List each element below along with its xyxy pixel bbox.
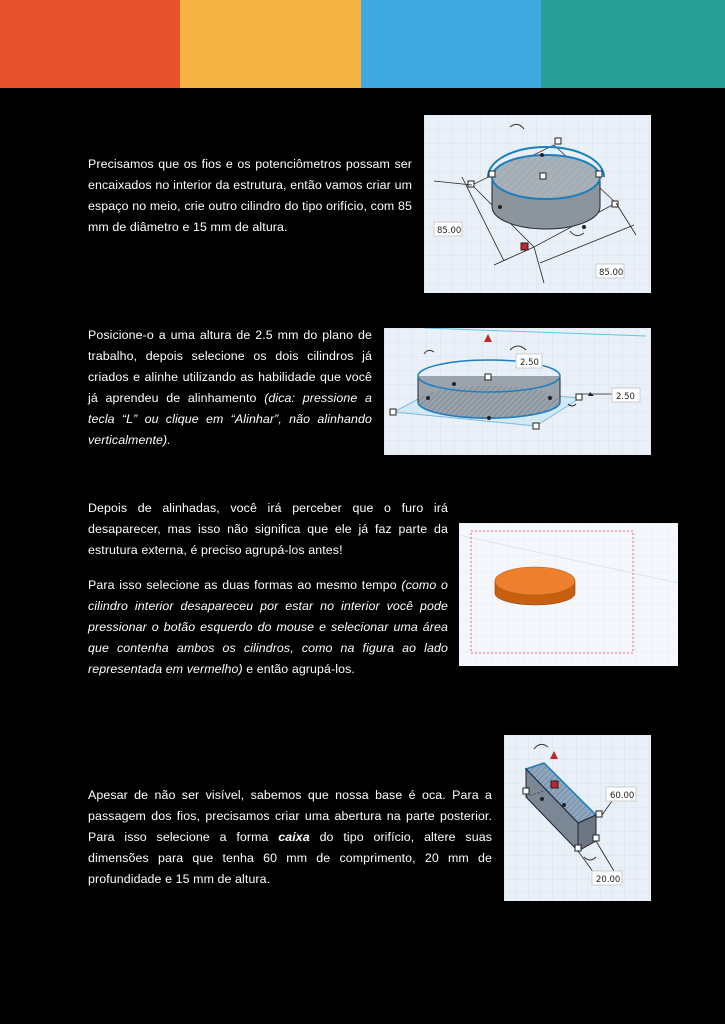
section2-hint: (dica: pressione a tecla “L” ou clique em “Alinhar”, não alinhando verticalmente).	[88, 391, 372, 447]
orange-cylinder	[495, 567, 575, 595]
section4-text-b: do tipo orifício, altere suas dimensões para que tenha 60 mm de comprimento, 20 mm de profundidade e 15 mm de altura.	[88, 830, 493, 886]
figure-box-hole	[504, 735, 651, 901]
header-stripe-blue	[361, 0, 541, 88]
figure-align-cylinders	[384, 328, 651, 455]
section2-text: Posicione-o a uma altura de 2.5 mm do plano de trabalho, depois selecione os dois cilindros já criados e alinhe utilizando as habilidade que você já aprendeu de alinhamento	[88, 328, 372, 405]
section2-paragraph	[88, 325, 372, 451]
section4-text-a: Apesar de não ser visível, sabemos que nossa base é oca. Para a passagem dos fios, precisamos criar uma abertura na parte posterior. Para isso selecione a forma	[88, 788, 492, 844]
dim-height-right: 2.50	[616, 392, 635, 402]
section4-caixa: caixa	[278, 830, 310, 844]
dim-85-left: 85.00	[437, 226, 462, 236]
section3-paragraph1	[88, 498, 448, 561]
dim-height-top: 2.50	[520, 358, 539, 368]
header-stripe-orange	[0, 0, 180, 88]
align-cylinders-illustration	[384, 328, 651, 455]
header-stripe-teal	[541, 0, 725, 88]
figure-hole-cylinder	[424, 115, 651, 293]
selection-area-illustration	[459, 523, 678, 666]
figure-selection-area	[459, 523, 678, 666]
section3-paragraph2	[88, 575, 448, 680]
section3-text1: Depois de alinhadas, você irá perceber que o furo irá desaparecer, mas isso não significa que ele já faz parte da estrutura externa, é preciso agrupá-los antes!	[88, 501, 448, 557]
section3-text2-end: e então agrupá-los.	[242, 662, 355, 676]
header-stripe-yellow	[180, 0, 361, 88]
hole-cylinder-illustration	[424, 115, 651, 293]
dim-depth-20: 20.00	[596, 875, 621, 885]
dim-length-60: 60.00	[610, 791, 635, 801]
section3-hint: (como o cilindro interior desapareceu por estar no interior você pode pressionar o botão esquerdo do mouse e selecionar uma área que contenha ambos os cilindros, como na figura ao lado representada em vermelho)	[88, 578, 448, 676]
section1-text: Precisamos que os fios e os potenciômetros possam ser encaixados no interior da estrutura, então vamos criar um espaço no meio, crie outro cilindro do tipo orifício, com 85 mm de diâmetro e 15 mm de altura.	[88, 157, 412, 234]
section3-text2: Para isso selecione as duas formas ao mesmo tempo	[88, 578, 402, 592]
section1-paragraph	[88, 154, 412, 238]
section4-paragraph	[88, 785, 492, 890]
dim-85-right: 85.00	[599, 268, 624, 278]
box-hole-illustration	[504, 735, 651, 901]
